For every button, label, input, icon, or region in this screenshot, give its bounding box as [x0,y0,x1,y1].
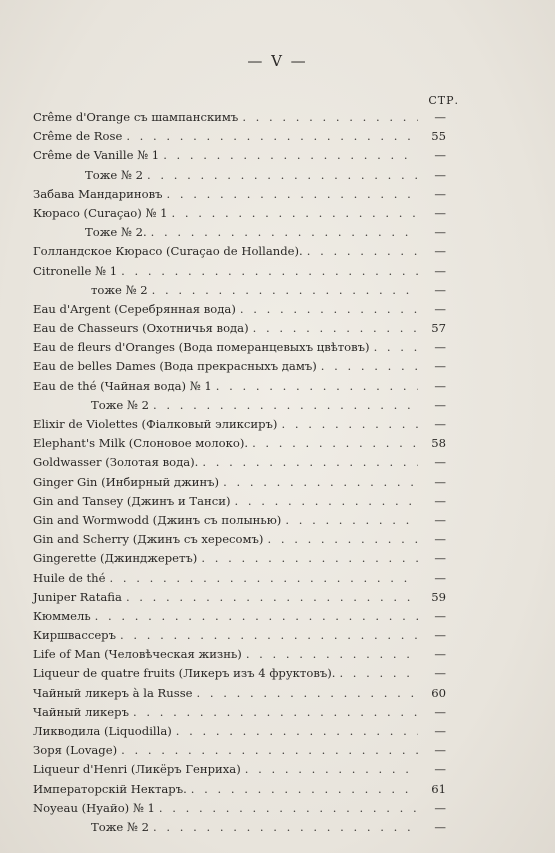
toc-entry-page: — [434,167,446,182]
toc-entry [33,225,446,244]
toc-entry-title: Crême d'Orange съ шампанскимъ [33,110,239,124]
toc-entry-page: — [434,340,446,355]
toc-entry-title: Gin and Wormwodd (Джинъ съ полынью) [33,512,282,527]
dot-leader [307,244,418,258]
toc-entry-page: — [434,666,446,681]
toc-entry-title: Киршвассеръ [33,628,116,643]
toc-entry-page: — [434,474,446,489]
toc-entry [33,206,446,225]
toc-entry [33,590,446,609]
toc-entry [33,187,446,206]
dot-leader [245,762,418,776]
toc-entry-title: Gin and Tansey (Джинъ и Танси) [33,493,231,508]
dot-leader [253,321,418,335]
toc-entry-title: Тоже № 2 [91,819,149,834]
toc-entry-page: — [434,282,446,297]
toc-entry [33,628,446,647]
dot-leader [246,647,418,661]
toc-entry [33,743,446,762]
dot-leader [152,283,418,297]
dot-leader [133,705,418,719]
toc-entry-title: Ginger Gin (Инбирный джинъ) [33,474,220,489]
dot-leader [147,168,418,182]
toc-entry [33,532,446,551]
toc-entry-page: — [434,455,446,470]
toc-entry-title: Gingerette (Джинджеретъ) [33,551,198,566]
toc-entry [33,475,446,494]
toc-entry [33,168,446,187]
dot-leader [110,571,419,585]
toc-entry [33,705,446,724]
toc-entry-title: Juniper Ratafia [33,589,122,604]
dot-leader [121,264,418,278]
toc-entry [33,820,446,839]
toc-entry-page: — [434,819,446,834]
toc-entry-page: — [434,512,446,527]
page-column-label: СТР. [428,94,459,107]
toc-entry [33,148,446,167]
toc-entry [33,647,446,666]
toc-entry-title: Elixir de Violettes (Фіалковый эликсиръ) [33,417,278,431]
toc-entry-title: Зоря (Lovage) [33,743,118,758]
toc-entry-page: — [434,359,446,374]
toc-entry [33,782,446,801]
dot-leader [191,782,418,796]
table-of-contents [33,110,446,839]
toc-entry-title: тоже № 2 [91,282,148,297]
toc-entry [33,110,446,129]
toc-entry-page: 58 [431,436,446,451]
toc-entry [33,455,446,474]
toc-entry-page: — [434,397,446,412]
toc-entry-page: — [434,762,446,777]
dot-leader [121,743,418,757]
dot-leader [176,724,418,738]
toc-entry-page: 61 [431,781,446,796]
toc-entry-title: Тоже № 2 [85,167,143,182]
toc-entry [33,129,446,148]
toc-entry-page: — [434,724,446,738]
toc-entry-title: Crême de Rose [33,129,123,144]
toc-entry-page: — [434,608,446,623]
toc-entry-title: Кюрасо (Curaçao) № 1 [33,205,168,220]
dot-leader [223,475,418,489]
toc-entry-page: — [434,743,446,758]
dot-leader [201,551,418,565]
toc-entry [33,340,446,359]
toc-entry-page: — [434,570,446,585]
toc-entry-title: Ликводила (Liquodilla) [33,724,172,738]
dot-leader [166,187,418,201]
dot-leader [252,436,418,450]
dot-leader [159,801,418,815]
toc-entry-page: 60 [431,685,446,700]
toc-entry [33,724,446,743]
toc-entry-page: — [434,244,446,259]
dot-leader [339,666,418,680]
dot-leader [153,398,418,412]
dot-leader [197,686,418,700]
toc-entry-title: Liqueur de quatre fruits (Ликеръ изъ 4 фруктовъ). [33,666,336,681]
toc-entry-page: — [434,378,446,393]
toc-entry-page: — [434,417,446,431]
toc-entry [33,494,446,513]
toc-entry-title: Gin and Scherry (Джинъ съ хересомъ) [33,532,264,547]
dot-leader [321,359,418,373]
dot-leader [120,628,418,642]
toc-entry-title: Eau de thé (Чайная вода) № 1 [33,378,212,393]
toc-entry [33,417,446,436]
toc-entry-page: — [434,628,446,643]
toc-entry [33,264,446,283]
toc-entry-page: — [434,225,446,240]
toc-entry-title: Чайный ликеръ à la Russe [33,685,193,700]
toc-entry [33,398,446,417]
dot-leader [202,455,418,469]
dot-leader [95,609,418,623]
dot-leader [235,494,418,508]
toc-entry [33,436,446,455]
toc-entry-title: Life of Man (Человѣческая жизнь) [33,647,242,662]
toc-entry-page: — [434,800,446,815]
toc-entry [33,609,446,628]
toc-entry-title: Eau de fleurs d'Oranges (Вода померанцевыхъ цвѣтовъ) [33,340,370,355]
toc-entry-title: Crême de Vanille № 1 [33,148,160,163]
toc-entry-page: — [434,532,446,547]
toc-entry-page: — [434,647,446,662]
dot-leader [151,225,418,239]
toc-entry-page: — [434,205,446,220]
toc-entry-title: Eau d'Argent (Серебрянная вода) [33,301,236,316]
dot-leader [126,129,418,143]
toc-entry-title: Тоже № 2 [91,397,149,412]
toc-entry [33,551,446,570]
dot-leader [240,302,418,316]
dot-leader [374,340,418,354]
dot-leader [242,110,418,124]
toc-entry-page: — [434,110,446,124]
dot-leader [172,206,419,220]
toc-entry-title: Citronelle № 1 [33,263,118,278]
dot-leader [163,148,418,162]
toc-entry [33,513,446,532]
toc-entry-title: Huile de thé [33,570,106,585]
toc-entry [33,359,446,378]
toc-entry [33,283,446,302]
toc-entry-title: Голландское Кюрасо (Curaçao de Hollande). [33,244,303,259]
dot-leader [153,820,418,834]
toc-entry-title: Чайный ликеръ [33,704,129,719]
toc-entry-title: Забава Мандариновъ [33,186,163,201]
toc-entry-title: Liqueur d'Henri (Ликёръ Генриха) [33,762,241,777]
dot-leader [281,417,418,431]
toc-entry-page: — [434,551,446,566]
toc-entry-page: 59 [431,589,446,604]
toc-entry [33,762,446,781]
toc-entry-title: Goldwasser (Золотая вода). [33,455,199,470]
toc-entry-page: — [434,301,446,316]
toc-entry-title: Eau de belles Dames (Вода прекрасныхъ дамъ) [33,359,317,374]
toc-entry [33,666,446,685]
dot-leader [285,513,418,527]
toc-entry [33,302,446,321]
toc-entry-page: — [434,148,446,163]
toc-entry-page: 55 [431,129,446,144]
toc-entry-title: Кюммель [33,608,91,623]
toc-entry-page: — [434,263,446,278]
page-number: — V — [247,52,308,70]
toc-entry-title: Elephant's Milk (Слоновое молоко). [33,436,249,451]
dot-leader [267,532,418,546]
toc-entry [33,571,446,590]
toc-entry-title: Noyeau (Нуайо) № 1 [33,800,155,815]
toc-entry [33,686,446,705]
dot-leader [216,379,418,393]
toc-entry-title: Eau de Chasseurs (Охотничья вода) [33,321,249,336]
toc-entry-page: — [434,704,446,719]
toc-entry [33,244,446,263]
toc-entry [33,379,446,398]
dot-leader [126,590,418,604]
toc-entry [33,801,446,820]
toc-entry-page: — [434,186,446,201]
toc-entry-title: Императорскій Нектаръ. [33,781,187,796]
toc-entry-title: Тоже № 2. [85,225,147,240]
toc-entry-page: — [434,493,446,508]
toc-entry [33,321,446,340]
toc-entry-page: 57 [431,321,446,336]
